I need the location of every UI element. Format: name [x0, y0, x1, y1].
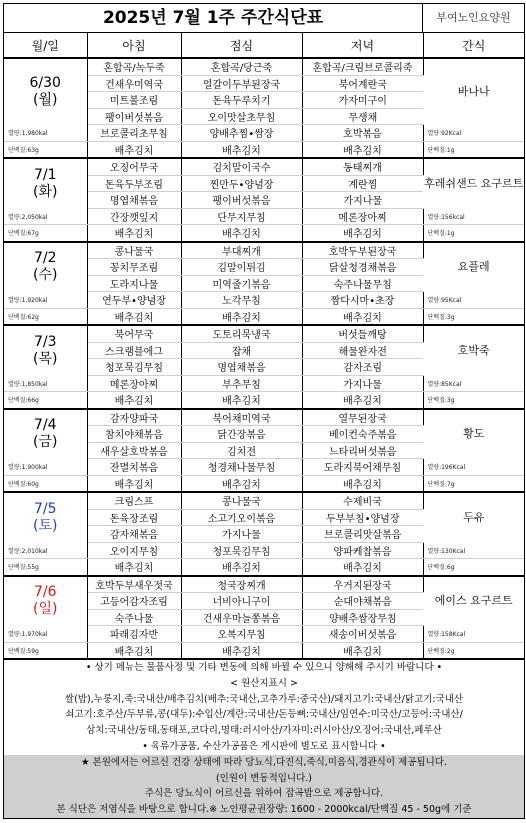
- lunch-item: 건새우마늘쫑볶음: [181, 609, 302, 626]
- service-note-line: ★ 본원에서는 어르신 건강 상태에 따라 당뇨식,다진식,죽식,미음식,경관식이 제공됩니다.: [81, 756, 447, 768]
- lunch-kimchi: 배추김치: [181, 559, 302, 576]
- snack-protein: 단백질:3g: [423, 392, 524, 409]
- day-weekday: (수): [33, 267, 58, 283]
- snack-protein: 단백질:1g: [423, 141, 524, 158]
- snack-energy: 열량:196Kcal: [423, 459, 524, 476]
- breakfast-kimchi: 배추김치: [87, 475, 181, 492]
- breakfast-item: 잔멸치볶음: [87, 459, 181, 476]
- dinner-item: 우거지된장국: [302, 576, 423, 593]
- menu-row: [4, 492, 524, 509]
- breakfast-item: 오이지무침: [87, 542, 181, 559]
- snack-protein: 단백질:6g: [423, 559, 524, 576]
- energy-info: 열량:1,850kal: [4, 375, 87, 392]
- dinner-item: 브로콜리맛살볶음: [302, 526, 423, 543]
- lunch-item: 돈육두루치기: [181, 92, 302, 109]
- breakfast-item: 돈육두부조림: [87, 175, 181, 192]
- breakfast-kimchi: 배추김치: [87, 559, 181, 576]
- menu-row: [4, 392, 524, 409]
- dinner-item: 혼합곡/크림브로콜리죽: [302, 58, 423, 75]
- energy-info: 열량:2,050kal: [4, 208, 87, 225]
- snack-cell: 호박죽: [457, 343, 490, 357]
- dinner-item: 가자미구이: [302, 92, 423, 109]
- breakfast-item: 건새우미역국: [87, 75, 181, 92]
- dinner-kimchi: 배추김치: [302, 392, 423, 409]
- dinner-kimchi: 배추김치: [302, 225, 423, 242]
- snack-energy: 열량:130Kcal: [423, 542, 524, 559]
- menu-row: [4, 325, 524, 342]
- dinner-kimchi: 배추김치: [302, 559, 423, 576]
- dinner-kimchi: 배추김치: [302, 308, 423, 325]
- menu-row: [4, 225, 524, 242]
- breakfast-item: 새우살호박볶음: [87, 442, 181, 459]
- snack-energy: 열량:95Kcal: [423, 292, 524, 309]
- menu-sheet: [3, 3, 525, 819]
- lunch-item: 청포묵김무침: [181, 542, 302, 559]
- lunch-kimchi: 배추김치: [181, 225, 302, 242]
- snack-protein: 단백질:2g: [423, 642, 524, 659]
- day-weekday: (목): [33, 350, 58, 367]
- page-title: 2025년 7월 1주 주간식단표: [102, 8, 324, 28]
- breakfast-kimchi: 배추김치: [87, 141, 181, 158]
- menu-row: [4, 308, 524, 325]
- protein-info: 단백질:66g: [4, 392, 87, 409]
- dinner-item: 해물완자전: [302, 342, 423, 359]
- menu-row: [4, 292, 524, 309]
- breakfast-item: 청포묵김무침: [87, 359, 181, 376]
- dinner-kimchi: 배추김치: [302, 141, 423, 158]
- origin-line: 삼치:국내산/동태,동태포,코다리,명태:러시아산/가자미:러시아산/오징어:국내산,페루산: [86, 725, 442, 737]
- snack-cell: 바나나: [457, 84, 490, 98]
- origin-title: < 원산지표시 >: [230, 677, 298, 689]
- header-row: [4, 33, 524, 58]
- dinner-kimchi: 배추김치: [302, 475, 423, 492]
- breakfast-item: 고등어감자조림: [87, 593, 181, 610]
- day-cell: [4, 492, 87, 542]
- breakfast-item: 연두부•양념장: [87, 292, 181, 309]
- day-weekday: (일): [33, 601, 58, 617]
- breakfast-item: 미트볼조림: [87, 92, 181, 109]
- dinner-item: 버섯들깨탕: [302, 325, 423, 342]
- day-weekday: (화): [33, 183, 58, 200]
- energy-info: 열량:1,900kal: [4, 459, 87, 476]
- snack-energy: 열량:156kcal: [423, 208, 524, 225]
- breakfast-item: 오징어무국: [87, 158, 181, 175]
- day-weekday: (금): [33, 434, 58, 450]
- origin-line: 쌀(밥),누룽지,죽:국내산/배추김치(배추:국내산,고추가루:중국산)/돼지고기:국내산/닭고기:국내산: [64, 693, 464, 705]
- breakfast-item: 브로콜리초무침: [87, 125, 181, 142]
- dinner-item: 가지나물: [302, 192, 423, 209]
- day-date: 7/2: [33, 250, 57, 266]
- col-header-breakfast: 아침: [87, 33, 181, 58]
- lunch-item: 혼합곡/당근죽: [181, 58, 302, 75]
- menu-row: [4, 475, 524, 492]
- col-header-dinner: 저녁: [302, 33, 423, 58]
- menu-row: [4, 542, 524, 559]
- notice-text: • 상기 메뉴는 물품사정 및 기타 변동에 의해 바뀔 수 있으니 양해해 주시기 바랍니다 •: [85, 662, 443, 673]
- lunch-item: 양배추찜•쌈장: [181, 125, 302, 142]
- snack-cell: 요플레: [457, 260, 490, 273]
- dinner-item: 베이컨숙주볶음: [302, 426, 423, 443]
- day-weekday: (토): [33, 517, 58, 534]
- lunch-item: 오이맛살초무침: [181, 108, 302, 125]
- menu-row: [4, 141, 524, 158]
- lunch-item: 북어채미역국: [181, 409, 302, 426]
- day-cell: [4, 576, 87, 626]
- breakfast-item: 메론장아찌: [87, 375, 181, 392]
- day-cell: [4, 58, 87, 125]
- dinner-item: 새송이버섯볶음: [302, 626, 423, 643]
- lunch-item: 콩나물국: [181, 492, 302, 509]
- dinner-item: 감자조림: [302, 359, 423, 376]
- service-note-box: [4, 755, 524, 818]
- day-date: 7/5: [33, 500, 57, 517]
- lunch-item: 부대찌개: [181, 242, 302, 259]
- energy-info: 열량:1,920kal: [4, 292, 87, 309]
- dinner-item: 두부부침•양념장: [302, 509, 423, 526]
- col-header-lunch: 점심: [181, 33, 302, 58]
- lunch-item: 닭간장볶음: [181, 426, 302, 443]
- menu-row: [4, 642, 524, 659]
- lunch-item: 단무지무침: [181, 208, 302, 225]
- dinner-item: 양파케찹볶음: [302, 542, 423, 559]
- dinner-item: 북어계란국: [302, 75, 423, 92]
- dinner-item: 느타리버섯볶음: [302, 442, 423, 459]
- dinner-item: 닭살청경채볶음: [302, 259, 423, 276]
- menu-table: [4, 33, 524, 660]
- lunch-item: 청경채나물무침: [181, 459, 302, 476]
- day-date: 7/6: [33, 584, 57, 600]
- breakfast-item: 돈육장조림: [87, 509, 181, 526]
- lunch-item: 오복지무침: [181, 626, 302, 643]
- breakfast-item: 감자양파국: [87, 409, 181, 426]
- lunch-item: 찐만두•양념장: [181, 175, 302, 192]
- breakfast-kimchi: 배추김치: [87, 308, 181, 325]
- snack-energy: 열량:92Kcal: [423, 125, 524, 142]
- processed-food-note: • 육류가공품, 수산가공품은 게시판에 별도로 표시합니다 •: [142, 740, 386, 752]
- breakfast-item: 파래김자반: [87, 626, 181, 643]
- lunch-item: 노각무침: [181, 292, 302, 309]
- title-row: [4, 4, 524, 33]
- dinner-item: 수제비국: [302, 492, 423, 509]
- menu-row: [4, 459, 524, 476]
- dinner-item: 계란찜: [302, 175, 423, 192]
- menu-body: [4, 58, 524, 659]
- menu-row: [4, 125, 524, 142]
- menu-row: [4, 559, 524, 576]
- dinner-item: 순대야채볶음: [302, 593, 423, 610]
- lunch-kimchi: 배추김치: [181, 141, 302, 158]
- dinner-item: 호박두부된장국: [302, 242, 423, 259]
- organization-name: 부여노인요양원: [422, 4, 524, 32]
- breakfast-item: 꽁치무조림: [87, 259, 181, 276]
- snack-protein: 단백질:3g: [423, 308, 524, 325]
- dinner-item: 도라지북어채무침: [302, 459, 423, 476]
- snack-cell: 황도: [463, 427, 485, 440]
- breakfast-item: 감자채볶음: [87, 526, 181, 543]
- day-cell: [4, 409, 87, 459]
- day-cell: [4, 242, 87, 292]
- dinner-item: 짬다시마•초장: [302, 292, 423, 309]
- day-cell: [4, 158, 87, 208]
- day-date: 6/30: [29, 74, 61, 91]
- dinner-item: 숙주나물무침: [302, 275, 423, 292]
- lunch-item: 명엽채볶음: [181, 359, 302, 376]
- dinner-item: 무생채: [302, 108, 423, 125]
- day-date: 7/4: [33, 417, 57, 433]
- lunch-item: 얼갈이두부된장국: [181, 75, 302, 92]
- menu-row: [4, 208, 524, 225]
- service-note-line: 주식은 당뇨식이 어르신을 위하여 잡곡밥으로 제공합니다.: [144, 788, 384, 800]
- dinner-item: 열무된장국: [302, 409, 423, 426]
- menu-row: [4, 576, 524, 593]
- protein-info: 단백질:55g: [4, 559, 87, 576]
- lunch-kimchi: 배추김치: [181, 308, 302, 325]
- lunch-item: 부추무침: [181, 375, 302, 392]
- menu-row: [4, 242, 524, 259]
- breakfast-item: 숙주나물: [87, 609, 181, 626]
- menu-row: [4, 409, 524, 426]
- snack-protein: 단백질:1g: [423, 225, 524, 242]
- energy-info: 열량:2,010kal: [4, 542, 87, 559]
- menu-row: [4, 58, 524, 75]
- breakfast-item: 도라지나물: [87, 275, 181, 292]
- day-weekday: (월): [33, 91, 58, 108]
- day-date: 7/3: [33, 333, 57, 350]
- lunch-item: 팽이버섯볶음: [181, 192, 302, 209]
- lunch-item: 김말이튀김: [181, 259, 302, 276]
- snack-protein: 단백질:7g: [423, 475, 524, 492]
- protein-info: 단백질:67g: [4, 225, 87, 242]
- snack-cell: 두유: [463, 510, 485, 524]
- lunch-item: 잡채: [181, 342, 302, 359]
- menu-row: [4, 158, 524, 175]
- breakfast-item: 혼합곡/녹두죽: [87, 58, 181, 75]
- lunch-item: 소고기오이볶음: [181, 509, 302, 526]
- breakfast-kimchi: 배추김치: [87, 225, 181, 242]
- lunch-item: 김치말이국수: [181, 158, 302, 175]
- energy-info: 열량:1,980kal: [4, 125, 87, 142]
- breakfast-item: 간장깻잎지: [87, 208, 181, 225]
- dinner-item: 메론장아찌: [302, 208, 423, 225]
- service-note-line: (인원이 변동적입니다.): [215, 772, 313, 784]
- lunch-item: 미역줄기볶음: [181, 275, 302, 292]
- dinner-item: 동태찌개: [302, 158, 423, 175]
- service-note-line: 본 식단은 저염식을 바탕으로 합니다.※ 노인평균권장량: 1600 - 2000kcal/단백질 45 - 50g에 기준: [56, 804, 472, 816]
- dinner-item: 호박볶음: [302, 125, 423, 142]
- day-cell: [4, 325, 87, 375]
- breakfast-item: 스크램블에그: [87, 342, 181, 359]
- day-date: 7/1: [33, 166, 57, 183]
- lunch-kimchi: 배추김치: [181, 392, 302, 409]
- snack-cell: 후레쉬샌드 요구르트: [424, 176, 524, 190]
- breakfast-item: 참치야채볶음: [87, 426, 181, 443]
- protein-info: 단백질:60g: [4, 475, 87, 492]
- snack-energy: 열량:158Kcal: [423, 626, 524, 643]
- breakfast-item: 콩나물국: [87, 242, 181, 259]
- breakfast-kimchi: 배추김치: [87, 392, 181, 409]
- breakfast-item: 팽이버섯볶음: [87, 108, 181, 125]
- origin-line: 쇠고기:호주산/두부류,콩(대두):수입산/계란:국내산/돈등뼈:국내산/임연수:미국산/고등어:국내산/: [65, 709, 463, 721]
- menu-row: [4, 626, 524, 643]
- dinner-item: 양배추쌈장무침: [302, 609, 423, 626]
- dinner-kimchi: 배추김치: [302, 642, 423, 659]
- lunch-item: 너비아니구이: [181, 593, 302, 610]
- snack-energy: 열량:85Kcal: [423, 375, 524, 392]
- snack-cell: 에이스 요구르트: [434, 594, 513, 607]
- lunch-item: 도토리묵냉국: [181, 325, 302, 342]
- breakfast-item: 호박두부새우젓국: [87, 576, 181, 593]
- breakfast-item: 크림스프: [87, 492, 181, 509]
- dinner-item: 가지나물: [302, 375, 423, 392]
- protein-info: 단백질:62g: [4, 308, 87, 325]
- breakfast-kimchi: 배추김치: [87, 642, 181, 659]
- breakfast-item: 명엽채볶음: [87, 192, 181, 209]
- footer: [4, 660, 524, 818]
- lunch-item: 가지나물: [181, 526, 302, 543]
- lunch-item: 김치전: [181, 442, 302, 459]
- lunch-kimchi: 배추김치: [181, 475, 302, 492]
- col-header-snack: 간식: [423, 33, 524, 58]
- protein-info: 단백질:59g: [4, 642, 87, 659]
- lunch-kimchi: 배추김치: [181, 642, 302, 659]
- protein-info: 단백질:63g: [4, 141, 87, 158]
- energy-info: 열량:1,970kal: [4, 626, 87, 643]
- menu-row: [4, 375, 524, 392]
- breakfast-item: 북어무국: [87, 325, 181, 342]
- col-header-date: 월/일: [4, 33, 87, 58]
- lunch-item: 청국장찌개: [181, 576, 302, 593]
